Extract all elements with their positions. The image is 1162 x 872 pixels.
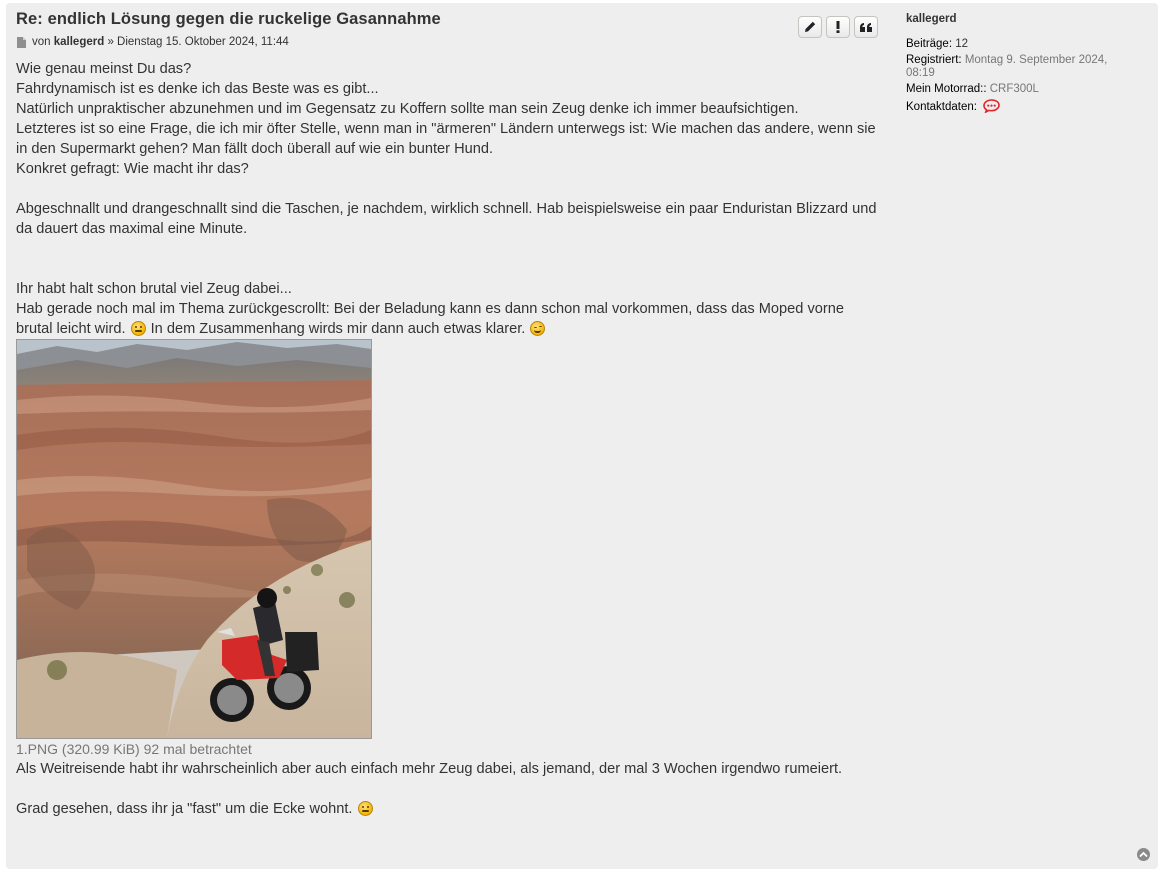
registered-value: Montag 9. September 2024, 08:19 <box>906 54 1108 79</box>
post-text-line: Ihr habt halt schon brutal viel Zeug dabei... <box>16 281 292 297</box>
post-container <box>6 3 1158 869</box>
post-content <box>16 59 878 819</box>
exclamation-icon <box>835 21 841 33</box>
posts-value[interactable]: 12 <box>955 38 969 50</box>
bike-label: Mein Motorrad:: <box>906 83 987 95</box>
post-text-span: Grad gesehen, dass ihr ja "fast" um die Ecke wohnt. <box>16 801 353 817</box>
profile-motorcycle <box>906 83 1136 96</box>
post-date: » Dienstag 15. Oktober 2024, 11:44 <box>107 36 289 48</box>
post-text-line: Konkret gefragt: Wie macht ihr das? <box>16 161 249 177</box>
post-text-line <box>16 799 878 819</box>
post-file-icon[interactable] <box>17 37 26 48</box>
post-profile <box>906 13 1136 120</box>
post-body <box>16 7 878 819</box>
report-button[interactable] <box>826 16 850 38</box>
attachment-image[interactable] <box>16 339 372 739</box>
profile-registered <box>906 54 1136 80</box>
edit-button[interactable] <box>798 16 822 38</box>
quote-button[interactable] <box>854 16 878 38</box>
profile-contact <box>906 99 1136 117</box>
post-text-span: Hab gerade noch mal im Thema zurückgescrollt: Bei der Beladung kann es dann schon mal vorkommen, dass das Moped vorne brutal leicht wird. <box>16 301 844 337</box>
bike-value: CRF300L <box>989 83 1039 95</box>
post-title[interactable]: Re: endlich Lösung gegen die ruckelige Gasannahme <box>16 10 441 28</box>
smiley-icon <box>358 801 373 816</box>
author-prefix: von <box>32 36 51 48</box>
back-to-top-button[interactable] <box>1137 848 1150 861</box>
contact-label: Kontaktdaten: <box>906 101 977 113</box>
post-author-line <box>16 34 878 50</box>
profile-username[interactable]: kallegerd <box>906 13 957 25</box>
author-username[interactable]: kallegerd <box>53 36 105 48</box>
profile-posts <box>906 38 1136 51</box>
post-text-paragraph: Als Weitreisende habt ihr wahrscheinlich aber auch einfach mehr Zeug dabei, als jemand, der mal 3 Wochen irgendwo rumeiert. <box>16 761 843 777</box>
post-text-paragraph: Abgeschnallt und drangeschnallt sind die Taschen, je nachdem, wirklich schnell. Hab beispielsweise ein paar Enduristan Blizzard und da dauert das maximal eine Minute. <box>16 201 877 237</box>
post-text-line: Natürlich unpraktischer abzunehmen und im Gegensatz zu Koffern sollte man sein Zeug denke ich immer beaufsichtigen. <box>16 101 799 117</box>
post-text-line: Wie genau meinst Du das? <box>16 61 192 77</box>
attachment-caption: 1.PNG (320.99 KiB) 92 mal betrachtet <box>16 741 252 757</box>
post-text-line <box>16 299 878 339</box>
chevron-up-icon <box>1139 851 1148 858</box>
post-text-line: Fahrdynamisch ist es denke ich das Beste was es gibt... <box>16 81 379 97</box>
post-actions <box>798 16 878 38</box>
wink-smiley-icon <box>530 321 545 336</box>
posts-label: Beiträge: <box>906 38 953 50</box>
quote-icon <box>860 22 873 32</box>
contact-icon[interactable] <box>983 99 1000 117</box>
smiley-icon <box>131 321 146 336</box>
attachment <box>16 339 878 759</box>
post-text-line: Letzteres ist so eine Frage, die ich mir öfter Stelle, wenn man in "ärmeren" Ländern unterwegs ist: Wie machen das andere, wenn sie in den Supermarkt gehen? Man fällt doch überall auf wie ein bunter Hund. <box>16 121 876 157</box>
post-text-span: In dem Zusammenhang wirds mir dann auch etwas klarer. <box>150 321 526 337</box>
registered-label: Registriert: <box>906 54 962 66</box>
pencil-icon <box>804 21 816 33</box>
